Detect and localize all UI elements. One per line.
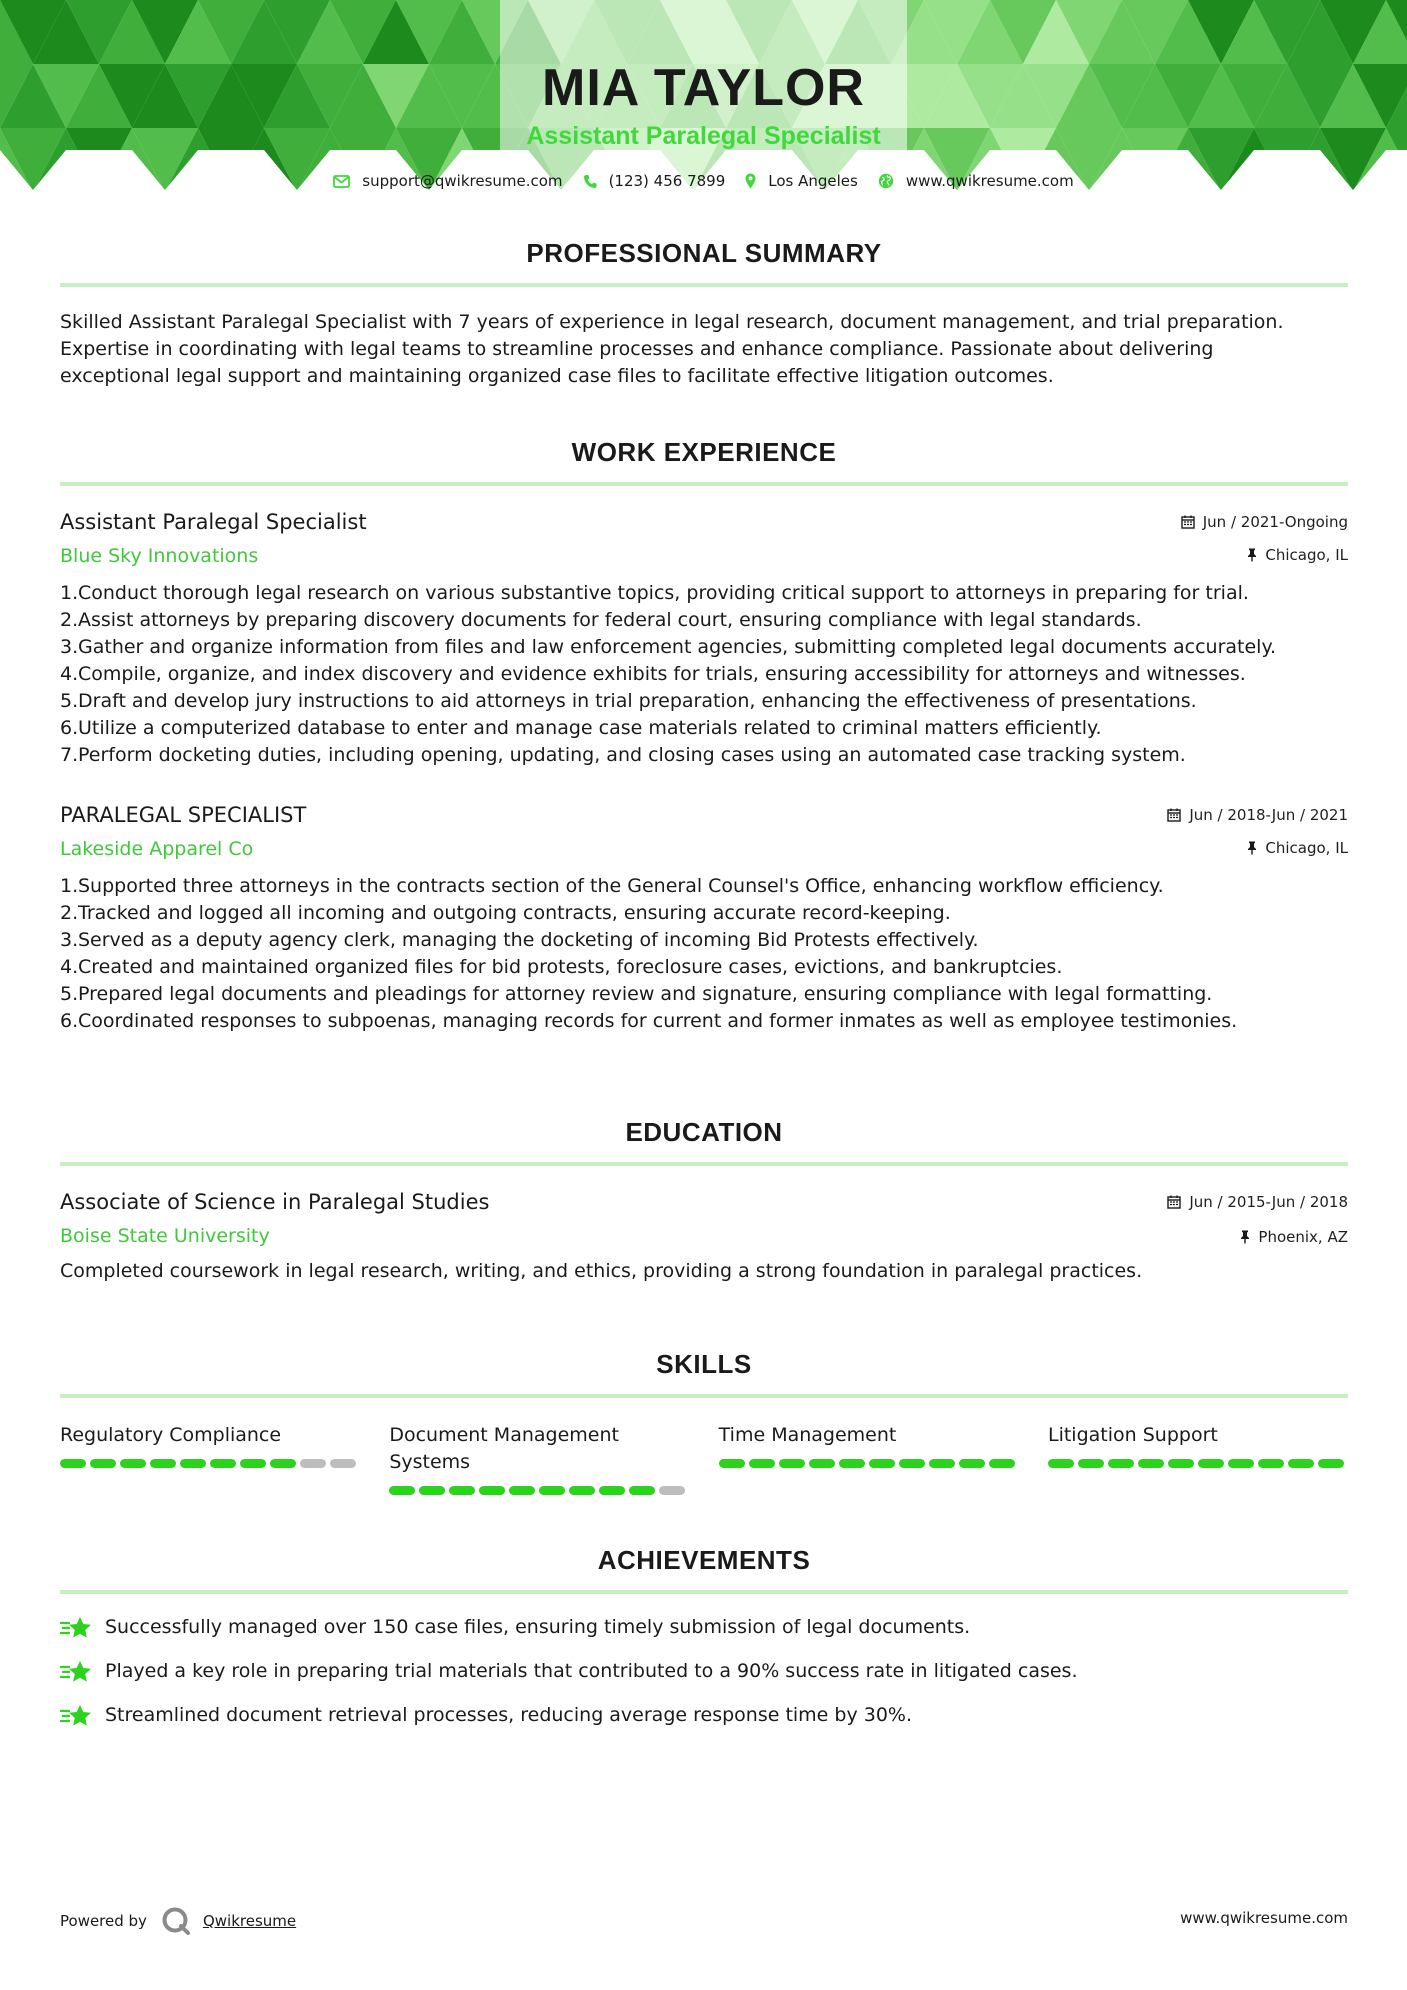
candidate-name: MIA TAYLOR — [542, 59, 865, 117]
contact-website-text: www.qwikresume.com — [905, 172, 1074, 190]
star-icon — [60, 1659, 93, 1685]
school-name: Boise State University — [60, 1225, 270, 1247]
contact-phone-text: (123) 456 7899 — [608, 172, 726, 190]
job-title: PARALEGAL SPECIALIST — [60, 803, 307, 827]
skill-level-bar — [1048, 1459, 1348, 1468]
skill-level-bar — [60, 1459, 360, 1468]
skill-level-segment — [1288, 1459, 1314, 1468]
skill-level-segment — [210, 1459, 236, 1468]
pushpin-icon — [1240, 1230, 1250, 1244]
job-location — [1247, 546, 1348, 564]
skill-item — [719, 1422, 1019, 1495]
section-divider — [60, 1394, 1348, 1398]
skill-level-segment — [959, 1459, 985, 1468]
duty-item: 6. Utilize a computerized database to enter and manage case materials related to criminal matters efficiently. — [60, 717, 1102, 739]
skill-level-bar — [719, 1459, 1019, 1468]
duty-item: 1. Conduct thorough legal research on various substantive topics, providing critical support to attorneys in preparing for trial. — [60, 582, 1249, 604]
job-title: Assistant Paralegal Specialist — [60, 510, 367, 534]
powered-by-label: Powered by — [60, 1912, 147, 1930]
skill-item — [1048, 1422, 1348, 1495]
skill-level-segment — [1228, 1459, 1254, 1468]
job-duties — [60, 873, 1348, 1035]
duty-item: 6. Coordinated responses to subpoenas, managing records for current and former inmates as well as employee testimonies. — [60, 1010, 1238, 1032]
summary-section — [60, 238, 1348, 390]
skill-level-segment — [1138, 1459, 1164, 1468]
duty-item: 3. Served as a deputy agency clerk, managing the docketing of incoming Bid Protests effectively. — [60, 929, 979, 951]
achievement-text: Played a key role in preparing trial materials that contributed to a 90% success rate in litigated cases. — [105, 1660, 1078, 1682]
achievement-item — [60, 1702, 1348, 1729]
calendar-icon — [1181, 515, 1195, 529]
achievements-list — [60, 1614, 1348, 1729]
duty-item: 2. Tracked and logged all incoming and outgoing contracts, ensuring accurate record-keeping. — [60, 902, 951, 924]
skills-list — [60, 1422, 1348, 1495]
skill-level-segment — [1258, 1459, 1284, 1468]
map-pin-icon — [745, 173, 756, 189]
candidate-role: Assistant Paralegal Specialist — [526, 122, 881, 150]
contact-website[interactable] — [878, 172, 1074, 190]
skill-level-segment — [899, 1459, 925, 1468]
skills-heading: SKILLS — [656, 1349, 752, 1379]
achievement-item — [60, 1614, 1348, 1641]
summary-line: Skilled Assistant Paralegal Specialist with 7 years of experience in legal research, document management, and trial preparation. — [60, 311, 1284, 333]
job-date-text: Jun / 2021-Ongoing — [1202, 513, 1348, 531]
skill-level-segment — [1048, 1459, 1074, 1468]
summary-line: Expertise in coordinating with legal teams to streamline processes and enhance compliance. Passionate about delivering — [60, 338, 1214, 360]
job-header — [60, 803, 1348, 867]
duty-item: 5. Draft and develop jury instructions to aid attorneys in trial preparation, enhancing the effectiveness of presentations. — [60, 690, 1197, 712]
skill-level-segment — [150, 1459, 176, 1468]
duty-item: 4. Compile, organize, and index discovery and evidence exhibits for trials, ensuring accessibility for attorneys and witnesses. — [60, 663, 1246, 685]
education-heading: EDUCATION — [625, 1117, 783, 1147]
duty-item: 3. Gather and organize information from files and law enforcement agencies, submitting completed legal documents accurately. — [60, 636, 1277, 658]
skill-level-segment — [330, 1459, 356, 1468]
powered-by — [60, 1906, 296, 1936]
job-location-text: Chicago, IL — [1265, 546, 1348, 564]
job-company: Lakeside Apparel Co — [60, 838, 254, 860]
skill-level-segment — [719, 1459, 745, 1468]
achievement-text: Streamlined document retrieval processes, reducing average response time by 30%. — [105, 1704, 913, 1726]
achievements-heading: ACHIEVEMENTS — [597, 1545, 811, 1575]
job-location-text: Chicago, IL — [1265, 839, 1348, 857]
skill-name: Document Management Systems — [389, 1424, 619, 1473]
degree-title: Associate of Science in Paralegal Studies — [60, 1190, 490, 1214]
skill-level-segment — [809, 1459, 835, 1468]
experience-heading: WORK EXPERIENCE — [571, 437, 837, 467]
skill-item — [389, 1422, 689, 1495]
skill-level-segment — [389, 1486, 415, 1495]
skill-level-segment — [1108, 1459, 1134, 1468]
qwikresume-logo-icon — [161, 1906, 191, 1936]
skill-level-segment — [569, 1486, 595, 1495]
contact-email-text: support@qwikresume.com — [362, 172, 563, 190]
section-divider — [60, 1162, 1348, 1166]
pushpin-icon — [1247, 548, 1257, 562]
skill-level-segment — [240, 1459, 266, 1468]
skill-level-segment — [479, 1486, 505, 1495]
education-header — [60, 1190, 1348, 1254]
phone-icon — [583, 174, 597, 189]
experience-section — [60, 437, 1348, 1035]
job-date — [1181, 513, 1348, 531]
section-divider — [60, 1590, 1348, 1594]
star-icon — [60, 1703, 93, 1729]
skill-level-segment — [869, 1459, 895, 1468]
header — [0, 58, 1407, 152]
skill-level-segment — [120, 1459, 146, 1468]
footer — [60, 1898, 1348, 1932]
achievement-item — [60, 1658, 1348, 1685]
skill-name: Regulatory Compliance — [60, 1424, 282, 1446]
contact-email[interactable] — [333, 172, 562, 190]
job-date — [1167, 806, 1348, 824]
skill-level-segment — [599, 1486, 625, 1495]
footer-website[interactable]: www.qwikresume.com — [1180, 1909, 1348, 1927]
skill-level-segment — [929, 1459, 955, 1468]
calendar-icon — [1167, 1195, 1181, 1209]
skill-item — [60, 1422, 360, 1495]
summary-heading: PROFESSIONAL SUMMARY — [526, 238, 882, 268]
skill-level-segment — [90, 1459, 116, 1468]
skill-level-segment — [1318, 1459, 1344, 1468]
education-section — [60, 1117, 1348, 1285]
section-divider — [60, 482, 1348, 486]
contact-phone[interactable] — [583, 172, 726, 190]
education-location-text: Phoenix, AZ — [1258, 1228, 1348, 1246]
envelope-icon — [333, 175, 350, 188]
contact-bar — [0, 172, 1407, 190]
skill-name: Litigation Support — [1047, 1424, 1218, 1446]
job-header — [60, 510, 1348, 574]
job-company: Blue Sky Innovations — [60, 545, 259, 567]
duty-item: 4. Created and maintained organized files for bid protests, foreclosure cases, evictions, and bankruptcies. — [60, 956, 1063, 978]
calendar-icon — [1167, 808, 1181, 822]
skill-level-segment — [300, 1459, 326, 1468]
skill-name: Time Management — [718, 1424, 897, 1446]
skill-level-segment — [839, 1459, 865, 1468]
summary-line: exceptional legal support and maintaining organized case files to facilitate effective litigation outcomes. — [60, 365, 1054, 387]
skill-level-segment — [539, 1486, 565, 1495]
summary-text — [60, 309, 1348, 390]
skill-level-segment — [180, 1459, 206, 1468]
education-date — [1167, 1193, 1348, 1211]
skill-level-segment — [659, 1486, 685, 1495]
qwikresume-link[interactable]: Qwikresume — [202, 1912, 297, 1930]
duty-item: 7. Perform docketing duties, including opening, updating, and closing cases using an automated case tracking system. — [60, 744, 1186, 766]
education-description: Completed coursework in legal research, writing, and ethics, providing a strong foundation in paralegal practices. — [60, 1260, 1143, 1282]
achievement-text: Successfully managed over 150 case files, ensuring timely submission of legal documents. — [105, 1616, 971, 1638]
achievements-section — [60, 1545, 1348, 1746]
skill-level-segment — [419, 1486, 445, 1495]
skill-level-segment — [1198, 1459, 1224, 1468]
skill-level-segment — [449, 1486, 475, 1495]
education-date-text: Jun / 2015-Jun / 2018 — [1189, 1193, 1348, 1211]
section-divider — [60, 283, 1348, 287]
star-icon — [60, 1615, 93, 1641]
skill-level-segment — [1078, 1459, 1104, 1468]
skill-level-segment — [989, 1459, 1015, 1468]
skills-section — [60, 1349, 1348, 1495]
contact-location — [745, 172, 858, 190]
job-duties — [60, 580, 1348, 769]
job-date-text: Jun / 2018-Jun / 2021 — [1189, 806, 1348, 824]
job-location — [1247, 839, 1348, 857]
contact-location-text: Los Angeles — [768, 172, 858, 190]
duty-item: 1. Supported three attorneys in the contracts section of the General Counsel's Office, enhancing workflow efficiency. — [60, 875, 1164, 897]
skill-level-segment — [779, 1459, 805, 1468]
education-location — [1240, 1228, 1348, 1246]
duty-item: 5. Prepared legal documents and pleadings for attorney review and signature, ensuring compliance with legal formatting. — [60, 983, 1213, 1005]
skill-level-segment — [1168, 1459, 1194, 1468]
skill-level-segment — [629, 1486, 655, 1495]
globe-icon — [878, 173, 894, 189]
skill-level-segment — [509, 1486, 535, 1495]
skill-level-bar — [389, 1486, 689, 1495]
skill-level-segment — [60, 1459, 86, 1468]
duty-item: 2. Assist attorneys by preparing discovery documents for federal court, ensuring compliance with legal standards. — [60, 609, 1142, 631]
skill-level-segment — [749, 1459, 775, 1468]
pushpin-icon — [1247, 841, 1257, 855]
skill-level-segment — [270, 1459, 296, 1468]
